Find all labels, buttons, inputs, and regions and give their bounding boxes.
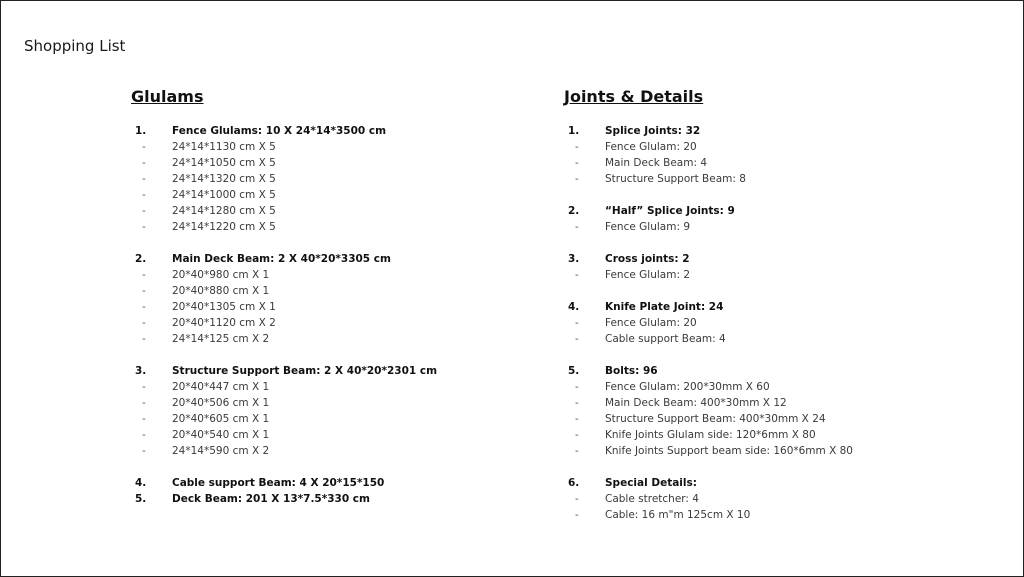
group-label: Structure Support Beam: 2 X 40*20*2301 cm <box>172 365 438 377</box>
item-number: 4. <box>135 477 147 489</box>
item-text: 24*14*1050 cm X 5 <box>172 157 276 169</box>
bullet-dash: - <box>575 141 579 153</box>
item-text: 20*40*880 cm X 1 <box>172 285 270 297</box>
joints-list-item <box>564 395 1004 411</box>
item-number: 2. <box>135 253 147 265</box>
item-text: 20*40*447 cm X 1 <box>172 381 270 393</box>
glulams-list-item <box>131 427 511 443</box>
item-text: Knife Joints Glulam side: 120*6mm X 80 <box>605 429 816 441</box>
glulams-list-item <box>131 315 511 331</box>
glulams-group <box>131 363 511 459</box>
joints-list-item <box>564 315 1004 331</box>
joints-group <box>564 299 1004 347</box>
glulams-list-item <box>131 267 511 283</box>
bullet-dash: - <box>142 333 146 345</box>
bullet-dash: - <box>575 317 579 329</box>
bullet-dash: - <box>142 397 146 409</box>
item-text: 24*14*1130 cm X 5 <box>172 141 276 153</box>
joints-group <box>564 203 1004 235</box>
bullet-dash: - <box>575 397 579 409</box>
glulams-group <box>131 123 511 235</box>
item-text: 24*14*1220 cm X 5 <box>172 221 276 233</box>
item-number: 1. <box>135 125 147 137</box>
item-number: 5. <box>568 365 580 377</box>
bullet-dash: - <box>142 141 146 153</box>
glulams-group-header <box>131 123 511 139</box>
item-text: 20*40*605 cm X 1 <box>172 413 270 425</box>
joints-list-item <box>564 139 1004 155</box>
item-text: 20*40*1305 cm X 1 <box>172 301 276 313</box>
item-text: 24*14*590 cm X 2 <box>172 445 270 457</box>
item-text: Main Deck Beam: 4 <box>605 157 708 169</box>
item-number: 3. <box>568 253 580 265</box>
group-label: Cable support Beam: 4 X 20*15*150 <box>172 477 385 489</box>
group-label: Fence Glulams: 10 X 24*14*3500 cm <box>172 125 387 137</box>
joints-list-item <box>564 411 1004 427</box>
joints-group-header <box>564 123 1004 139</box>
group-label: Special Details: <box>605 477 697 489</box>
bullet-dash: - <box>142 429 146 441</box>
joints-group <box>564 363 1004 459</box>
joints-group-header <box>564 363 1004 379</box>
bullet-dash: - <box>142 317 146 329</box>
page-title: Shopping List <box>24 37 126 55</box>
bullet-dash: - <box>575 509 579 521</box>
item-text: Fence Glulam: 20 <box>605 141 697 153</box>
bullet-dash: - <box>142 221 146 233</box>
glulams-list <box>131 123 511 507</box>
bullet-dash: - <box>575 157 579 169</box>
bullet-dash: - <box>575 493 579 505</box>
joints-group <box>564 251 1004 283</box>
item-text: 20*40*1120 cm X 2 <box>172 317 276 329</box>
joints-group <box>564 475 1004 523</box>
glulams-group <box>131 475 511 491</box>
bullet-dash: - <box>575 445 579 457</box>
joints-list-item <box>564 443 1004 459</box>
joints-list-item <box>564 507 1004 523</box>
item-text: Cable stretcher: 4 <box>605 493 699 505</box>
item-number: 4. <box>568 301 580 313</box>
joints-list-item <box>564 155 1004 171</box>
item-text: 20*40*540 cm X 1 <box>172 429 270 441</box>
bullet-dash: - <box>142 173 146 185</box>
group-label: Main Deck Beam: 2 X 40*20*3305 cm <box>172 253 391 265</box>
glulams-heading: Glulams <box>131 87 204 106</box>
item-text: 24*14*1320 cm X 5 <box>172 173 276 185</box>
bullet-dash: - <box>575 269 579 281</box>
glulams-list-item <box>131 395 511 411</box>
joints-list-item <box>564 267 1004 283</box>
glulams-list-item <box>131 379 511 395</box>
bullet-dash: - <box>142 269 146 281</box>
group-label: Bolts: 96 <box>605 365 658 377</box>
item-text: Fence Glulam: 2 <box>605 269 690 281</box>
glulams-list-item <box>131 331 511 347</box>
glulams-list-item <box>131 187 511 203</box>
item-text: Fence Glulam: 20 <box>605 317 697 329</box>
joints-list-item <box>564 379 1004 395</box>
item-number: 2. <box>568 205 580 217</box>
glulams-list-item <box>131 411 511 427</box>
glulams-list-item <box>131 443 511 459</box>
bullet-dash: - <box>142 413 146 425</box>
bullet-dash: - <box>575 221 579 233</box>
item-number: 3. <box>135 365 147 377</box>
item-text: Cable support Beam: 4 <box>605 333 726 345</box>
joints-list-item <box>564 219 1004 235</box>
glulams-group-header <box>131 491 511 507</box>
joints-group-header <box>564 299 1004 315</box>
item-text: 24*14*125 cm X 2 <box>172 333 270 345</box>
bullet-dash: - <box>142 381 146 393</box>
joints-column <box>564 87 1004 539</box>
glulams-column <box>131 87 511 523</box>
bullet-dash: - <box>142 189 146 201</box>
item-text: Fence Glulam: 9 <box>605 221 690 233</box>
item-text: 20*40*506 cm X 1 <box>172 397 270 409</box>
bullet-dash: - <box>142 157 146 169</box>
group-label: Cross joints: 2 <box>605 253 690 265</box>
glulams-list-item <box>131 299 511 315</box>
item-text: Cable: 16 m"m 125cm X 10 <box>605 509 751 521</box>
joints-list-item <box>564 171 1004 187</box>
item-number: 1. <box>568 125 580 137</box>
joints-group-header <box>564 475 1004 491</box>
item-number: 6. <box>568 477 580 489</box>
bullet-dash: - <box>142 445 146 457</box>
glulams-group-header <box>131 475 511 491</box>
joints-group-header <box>564 203 1004 219</box>
joints-heading: Joints & Details <box>564 87 704 106</box>
glulams-group <box>131 251 511 347</box>
bullet-dash: - <box>575 173 579 185</box>
glulams-list-item <box>131 155 511 171</box>
bullet-dash: - <box>575 333 579 345</box>
item-text: Knife Joints Support beam side: 160*6mm X 80 <box>605 445 853 457</box>
item-text: 24*14*1000 cm X 5 <box>172 189 276 201</box>
group-label: Knife Plate Joint: 24 <box>605 301 724 313</box>
joints-group-header <box>564 251 1004 267</box>
bullet-dash: - <box>142 205 146 217</box>
glulams-group-header <box>131 363 511 379</box>
group-label: Splice Joints: 32 <box>605 125 701 137</box>
group-label: “Half” Splice Joints: 9 <box>605 205 735 217</box>
joints-list-item <box>564 331 1004 347</box>
bullet-dash: - <box>575 429 579 441</box>
joints-group <box>564 123 1004 187</box>
bullet-dash: - <box>575 381 579 393</box>
item-text: Structure Support Beam: 8 <box>605 173 746 185</box>
bullet-dash: - <box>142 285 146 297</box>
joints-list-item <box>564 491 1004 507</box>
glulams-group <box>131 491 511 507</box>
item-text: Structure Support Beam: 400*30mm X 24 <box>605 413 826 425</box>
item-text: 20*40*980 cm X 1 <box>172 269 270 281</box>
item-text: 24*14*1280 cm X 5 <box>172 205 276 217</box>
item-text: Fence Glulam: 200*30mm X 60 <box>605 381 770 393</box>
item-text: Main Deck Beam: 400*30mm X 12 <box>605 397 787 409</box>
glulams-list-item <box>131 283 511 299</box>
joints-list <box>564 123 1004 523</box>
joints-list-item <box>564 427 1004 443</box>
glulams-list-item <box>131 171 511 187</box>
glulams-list-item <box>131 139 511 155</box>
group-label: Deck Beam: 201 X 13*7.5*330 cm <box>172 493 370 505</box>
bullet-dash: - <box>142 301 146 313</box>
glulams-group-header <box>131 251 511 267</box>
item-number: 5. <box>135 493 147 505</box>
glulams-list-item <box>131 219 511 235</box>
glulams-list-item <box>131 203 511 219</box>
bullet-dash: - <box>575 413 579 425</box>
